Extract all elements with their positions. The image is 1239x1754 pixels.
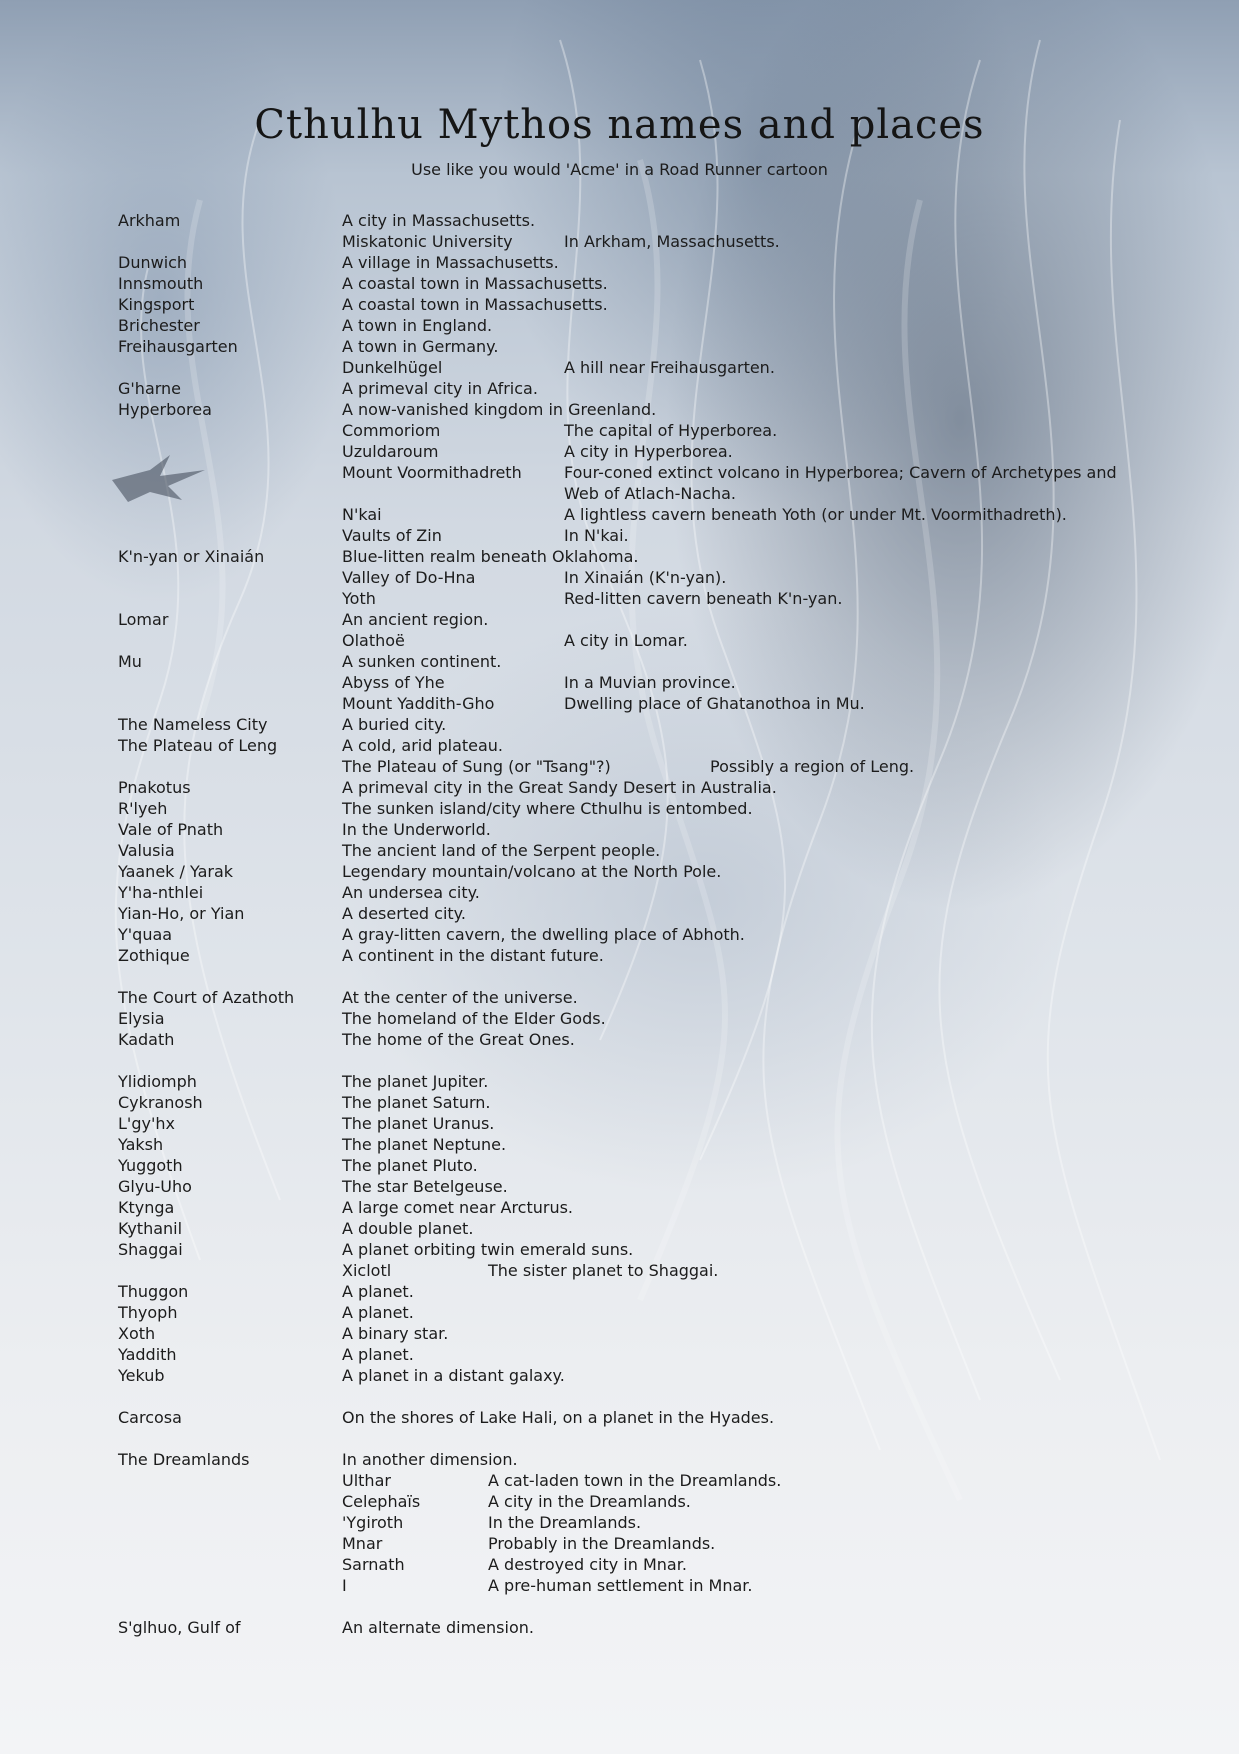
entry-row: [118, 378, 1198, 399]
place-description: A cold, arid plateau.: [342, 736, 504, 755]
sub-place-description: A city in Hyperborea.: [564, 442, 733, 461]
place-description: A large comet near Arcturus.: [342, 1198, 574, 1217]
place-name: The Dreamlands: [118, 1450, 250, 1469]
place-description: A binary star.: [342, 1324, 449, 1343]
place-name: Y'quaa: [118, 925, 173, 944]
entry-row: [118, 1134, 1198, 1155]
place-name: Shaggai: [118, 1240, 183, 1259]
sub-entry-row: [118, 420, 1198, 441]
entry-row: [118, 882, 1198, 903]
place-description: The sunken island/city where Cthulhu is entombed.: [342, 799, 753, 818]
place-name: Zothique: [118, 946, 190, 965]
entry-row: [118, 609, 1198, 630]
entry-row: [118, 798, 1198, 819]
place-description: The planet Neptune.: [342, 1135, 507, 1154]
entry-row: [118, 651, 1198, 672]
place-description: The homeland of the Elder Gods.: [342, 1009, 606, 1028]
place-name: Yuggoth: [118, 1156, 183, 1175]
sub-place-description: A city in the Dreamlands.: [488, 1492, 691, 1511]
sub-place-name: Sarnath: [342, 1555, 405, 1574]
place-name: Yaksh: [118, 1135, 164, 1154]
sub-place-name: Xiclotl: [342, 1261, 392, 1280]
place-name: Yekub: [118, 1366, 165, 1385]
sub-place-description: In the Dreamlands.: [488, 1513, 642, 1532]
place-description: The planet Jupiter.: [342, 1072, 489, 1091]
entry-row: [118, 1344, 1198, 1365]
sub-place-name: Celephaïs: [342, 1492, 421, 1511]
place-description: An alternate dimension.: [342, 1618, 534, 1637]
entry-row: [118, 1155, 1198, 1176]
place-name: Kadath: [118, 1030, 175, 1049]
place-description: A planet.: [342, 1282, 414, 1301]
sub-entry-row: [118, 567, 1198, 588]
sub-entry-row: [118, 462, 1198, 504]
sub-entry-row: [118, 1533, 1198, 1554]
entry-row: [118, 945, 1198, 966]
place-description: An undersea city.: [342, 883, 480, 902]
place-description: On the shores of Lake Hali, on a planet in the Hyades.: [342, 1408, 775, 1427]
place-description: In the Underworld.: [342, 820, 491, 839]
entry-row: [118, 1008, 1198, 1029]
sub-place-name: Olathoë: [342, 631, 405, 650]
entry-row: [118, 210, 1198, 231]
place-description: The home of the Great Ones.: [342, 1030, 575, 1049]
sub-entry-row: [118, 1554, 1198, 1575]
sub-entry-row: [118, 525, 1198, 546]
place-description: A town in Germany.: [342, 337, 499, 356]
place-name: Hyperborea: [118, 400, 212, 419]
sub-place-name: Dunkelhügel: [342, 358, 443, 377]
entry-row: [118, 861, 1198, 882]
place-description: The planet Pluto.: [342, 1156, 478, 1175]
sub-place-description: Probably in the Dreamlands.: [488, 1534, 716, 1553]
place-description: The planet Saturn.: [342, 1093, 491, 1112]
place-description: The planet Uranus.: [342, 1114, 495, 1133]
place-name: Y'ha-nthlei: [118, 883, 204, 902]
place-description: A continent in the distant future.: [342, 946, 604, 965]
sub-place-name: Ulthar: [342, 1471, 391, 1490]
entry-row: [118, 1365, 1198, 1386]
place-name: Xoth: [118, 1324, 156, 1343]
sub-place-description: Red-litten cavern beneath K'n-yan.: [564, 589, 843, 608]
sub-entry-row: [118, 630, 1198, 651]
entry-row: [118, 1302, 1198, 1323]
entry-row: [118, 840, 1198, 861]
place-name: Cykranosh: [118, 1093, 203, 1112]
place-name: Yaanek / Yarak: [118, 862, 234, 881]
place-name: Freihausgarten: [118, 337, 238, 356]
place-name: Dunwich: [118, 253, 188, 272]
section-gap: [118, 1386, 1198, 1407]
sub-place-description: Four-coned extinct volcano in Hyperborea; Cavern of Archetypes and Web of Atlach-Nacha.: [564, 463, 1117, 503]
sub-entry-row: [118, 1470, 1198, 1491]
entry-row: [118, 819, 1198, 840]
place-name: R'lyeh: [118, 799, 168, 818]
sub-entry-row: [118, 504, 1198, 525]
entry-row: [118, 1071, 1198, 1092]
place-description: A planet in a distant galaxy.: [342, 1366, 565, 1385]
place-description: A coastal town in Massachusetts.: [342, 295, 608, 314]
entry-row: [118, 1176, 1198, 1197]
entry-row: [118, 294, 1198, 315]
sub-place-name: Valley of Do-Hna: [342, 568, 476, 587]
place-description: A primeval city in Africa.: [342, 379, 538, 398]
sub-entry-row: [118, 231, 1198, 252]
place-name: Carcosa: [118, 1408, 182, 1427]
place-description: In another dimension.: [342, 1450, 518, 1469]
sub-place-description: A pre-human settlement in Mnar.: [488, 1576, 753, 1595]
place-description: Legendary mountain/volcano at the North Pole.: [342, 862, 722, 881]
entry-row: [118, 1113, 1198, 1134]
entry-row: [118, 1239, 1198, 1260]
place-name: Arkham: [118, 211, 181, 230]
place-description: The star Betelgeuse.: [342, 1177, 508, 1196]
sub-place-description: In Xinaián (K'n-yan).: [564, 568, 727, 587]
place-description: A planet.: [342, 1345, 414, 1364]
sub-entry-row: [118, 756, 1198, 777]
place-description: A buried city.: [342, 715, 447, 734]
entry-row: [118, 1218, 1198, 1239]
entry-row: [118, 1281, 1198, 1302]
place-name: L'gy'hx: [118, 1114, 175, 1133]
entry-row: [118, 1407, 1198, 1428]
page-title: Cthulhu Mythos names and places: [254, 102, 985, 148]
place-name: Glyu-Uho: [118, 1177, 192, 1196]
place-name: The Court of Azathoth: [118, 988, 295, 1007]
section-gap: [118, 1428, 1198, 1449]
entry-row: [118, 273, 1198, 294]
sub-place-name: Mount Voormithadreth: [342, 463, 522, 482]
entry-row: [118, 1449, 1198, 1470]
place-description: A town in England.: [342, 316, 493, 335]
place-name: Ktynga: [118, 1198, 175, 1217]
sub-place-description: A hill near Freihausgarten.: [564, 358, 775, 377]
entry-row: [118, 903, 1198, 924]
place-description: The ancient land of the Serpent people.: [342, 841, 661, 860]
sub-entry-row: [118, 1575, 1198, 1596]
sub-place-description: In Arkham, Massachusetts.: [564, 232, 780, 251]
entry-row: [118, 1029, 1198, 1050]
sub-place-name: Abyss of Yhe: [342, 673, 445, 692]
sub-place-description: A city in Lomar.: [564, 631, 688, 650]
place-name: Yaddith: [118, 1345, 177, 1364]
place-description: A double planet.: [342, 1219, 474, 1238]
sub-place-description: Possibly a region of Leng.: [710, 757, 915, 776]
place-name: Yian-Ho, or Yian: [118, 904, 245, 923]
place-description: A deserted city.: [342, 904, 466, 923]
place-name: Elysia: [118, 1009, 165, 1028]
place-name: Valusia: [118, 841, 175, 860]
place-description: A planet orbiting twin emerald suns.: [342, 1240, 634, 1259]
section-gap: [118, 1596, 1198, 1617]
entry-row: [118, 1197, 1198, 1218]
place-name: Vale of Pnath: [118, 820, 224, 839]
place-description: A planet.: [342, 1303, 414, 1322]
place-name: Thuggon: [118, 1282, 189, 1301]
sub-entry-row: [118, 1260, 1198, 1281]
entry-row: [118, 735, 1198, 756]
entry-row: [118, 714, 1198, 735]
sub-place-description: In N'kai.: [564, 526, 629, 545]
sub-place-name: Commoriom: [342, 421, 441, 440]
sub-place-name: The Plateau of Sung (or "Tsang"?): [342, 757, 611, 776]
entry-row: [118, 252, 1198, 273]
entry-row: [118, 336, 1198, 357]
section-gap: [118, 1050, 1198, 1071]
place-name: Lomar: [118, 610, 169, 629]
entry-row: [118, 1092, 1198, 1113]
place-name: Ylidiomph: [118, 1072, 197, 1091]
sub-place-name: Yoth: [342, 589, 376, 608]
place-name: K'n-yan or Xinaián: [118, 547, 265, 566]
place-description: A village in Massachusetts.: [342, 253, 559, 272]
place-name: Kingsport: [118, 295, 195, 314]
sub-entry-row: [118, 1512, 1198, 1533]
places-list: [118, 210, 1198, 1638]
sub-place-name: Vaults of Zin: [342, 526, 442, 545]
place-description: At the center of the universe.: [342, 988, 578, 1007]
place-name: The Nameless City: [118, 715, 268, 734]
place-name: Pnakotus: [118, 778, 191, 797]
place-description: A now-vanished kingdom in Greenland.: [342, 400, 657, 419]
entry-row: [118, 399, 1198, 420]
sub-entry-row: [118, 441, 1198, 462]
entry-row: [118, 987, 1198, 1008]
sub-place-name: N'kai: [342, 505, 382, 524]
entry-row: [118, 315, 1198, 336]
entry-row: [118, 546, 1198, 567]
place-description: Blue-litten realm beneath Oklahoma.: [342, 547, 639, 566]
place-name: Thyoph: [118, 1303, 178, 1322]
sub-place-name: Miskatonic University: [342, 232, 513, 251]
sub-place-name: Uzuldaroum: [342, 442, 439, 461]
sub-entry-row: [118, 588, 1198, 609]
place-description: A coastal town in Massachusetts.: [342, 274, 608, 293]
place-name: S'glhuo, Gulf of: [118, 1618, 241, 1637]
sub-place-name: I: [342, 1576, 347, 1595]
sub-place-description: The sister planet to Shaggai.: [488, 1261, 719, 1280]
entry-row: [118, 924, 1198, 945]
sub-place-description: In a Muvian province.: [564, 673, 736, 692]
sub-place-name: 'Ygiroth: [342, 1513, 404, 1532]
place-description: An ancient region.: [342, 610, 489, 629]
sub-place-description: The capital of Hyperborea.: [564, 421, 778, 440]
page-subtitle: Use like you would 'Acme' in a Road Runner cartoon: [411, 160, 828, 179]
place-description: A gray-litten cavern, the dwelling place of Abhoth.: [342, 925, 745, 944]
entry-row: [118, 777, 1198, 798]
entry-row: [118, 1323, 1198, 1344]
place-name: G'harne: [118, 379, 182, 398]
sub-entry-row: [118, 357, 1198, 378]
place-name: Innsmouth: [118, 274, 204, 293]
sub-place-description: Dwelling place of Ghatanothoa in Mu.: [564, 694, 865, 713]
sub-place-description: A lightless cavern beneath Yoth (or under Mt. Voormithadreth).: [564, 505, 1067, 524]
sub-place-description: A destroyed city in Mnar.: [488, 1555, 687, 1574]
place-description: A sunken continent.: [342, 652, 502, 671]
sub-place-name: Mount Yaddith-Gho: [342, 694, 495, 713]
place-name: The Plateau of Leng: [118, 736, 278, 755]
place-name: Mu: [118, 652, 142, 671]
sub-entry-row: [118, 693, 1198, 714]
place-description: A primeval city in the Great Sandy Desert in Australia.: [342, 778, 777, 797]
entry-row: [118, 1617, 1198, 1638]
section-gap: [118, 966, 1198, 987]
place-name: Kythanil: [118, 1219, 183, 1238]
place-name: Brichester: [118, 316, 200, 335]
sub-entry-row: [118, 672, 1198, 693]
sub-entry-row: [118, 1491, 1198, 1512]
place-description: A city in Massachusetts.: [342, 211, 536, 230]
sub-place-description: A cat-laden town in the Dreamlands.: [488, 1471, 782, 1490]
sub-place-name: Mnar: [342, 1534, 383, 1553]
